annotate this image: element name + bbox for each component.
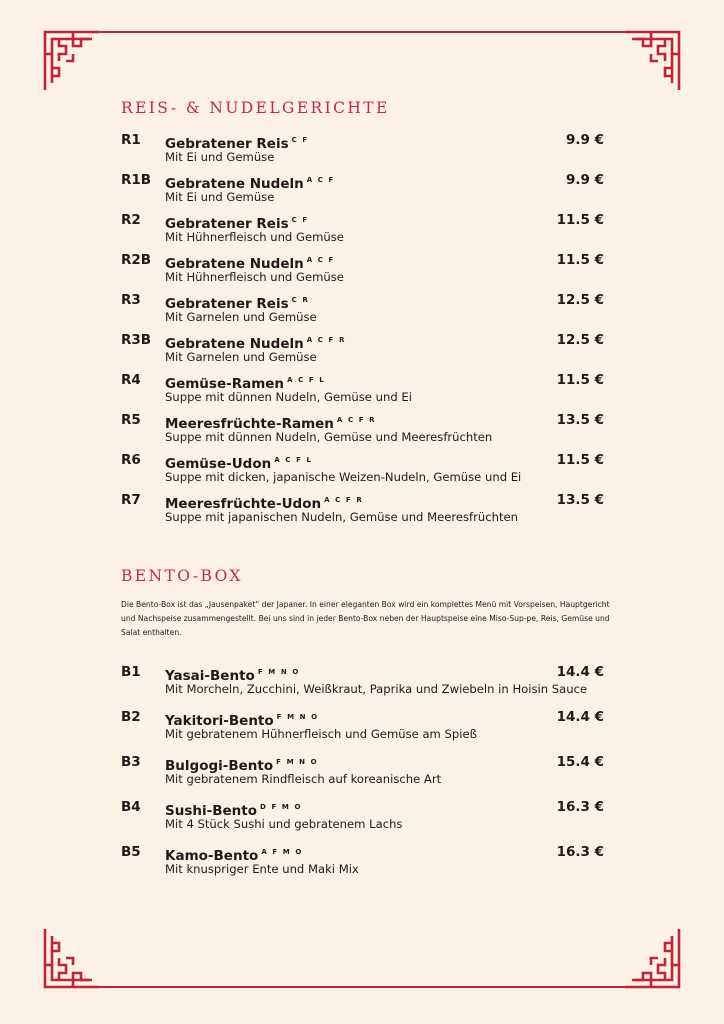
item-description: Mit 4 Stück Sushi und gebratenem Lachs [165,817,403,831]
item-price: 13.5 € [556,412,604,428]
item-name: Bulgogi-Bento $^{F M N O}$ [165,758,319,774]
item-code: R1 [121,132,141,148]
item-code: R1B [121,172,152,188]
item-name: Gebratene Nudeln $^{A C F R}$ [165,336,346,352]
menu-item-b2 [121,709,604,745]
allergen-codes: C R [291,296,310,304]
allergen-codes: A C F [306,256,335,264]
allergen-codes: A C F L [287,376,326,384]
allergen-codes: A C F R [306,336,346,344]
item-price: 11.5 € [556,372,604,388]
item-description: Mit Garnelen und Gemüse [165,350,317,364]
item-name: Gemüse-Ramen $^{A C F L}$ [165,376,326,392]
item-price: 12.5 € [556,332,604,348]
allergen-codes: A C F R [324,496,364,504]
allergen-codes: A C F R [336,416,377,424]
item-code: R6 [121,452,141,468]
item-description: Mit knuspriger Ente und Maki Mix [165,862,359,876]
item-name: Yakitori-Bento $^{F M N O}$ [165,713,319,729]
item-description: Mit Hühnerfleisch und Gemüse [165,230,344,244]
item-description: Suppe mit japanischen Nudeln, Gemüse und Meeresfrüchten [165,510,518,524]
item-description: Suppe mit dicken, japanische Weizen-Nudeln, Gemüse und Ei [165,470,522,484]
item-description: Mit Garnelen und Gemüse [165,310,317,324]
item-price: 16.3 € [556,844,604,860]
item-price: 11.5 € [556,252,604,268]
menu-item-r3b [121,332,604,368]
frame-bottom-line [96,986,627,988]
item-code: R7 [121,492,141,508]
menu-item-r3 [121,292,604,328]
item-name: Gebratene Nudeln $^{A C F}$ [165,256,335,272]
menu-item-r2 [121,212,604,248]
allergen-codes: A F M O [261,848,303,856]
menu-item-r1b [121,172,604,208]
allergen-codes: C F [291,136,309,144]
item-description: Mit Hühnerfleisch und Gemüse [165,270,344,284]
item-code: R4 [121,372,141,388]
item-name: Gebratener Reis $^{C F}$ [165,216,309,232]
menu-item-r2b [121,252,604,288]
allergen-codes: F M N O [257,668,300,676]
corner-ornament-top-left-icon [43,30,101,92]
item-code: R3B [121,332,152,348]
menu-item-b3 [121,754,604,790]
item-price: 11.5 € [556,212,604,228]
section-title-reis: REIS- & NUDELGERICHTE [121,99,390,117]
frame-top-line [96,31,627,33]
item-description: Suppe mit dünnen Nudeln, Gemüse und Meeresfrüchten [165,430,493,444]
item-price: 14.4 € [556,709,604,725]
allergen-codes: F M N O [276,713,319,721]
item-code: R2B [121,252,152,268]
menu-item-r1 [121,132,604,168]
item-description: Mit Ei und Gemüse [165,190,275,204]
corner-ornament-top-right-icon [623,30,681,92]
item-name: Meeresfrüchte-Udon $^{A C F R}$ [165,496,364,512]
item-code: B4 [121,799,141,815]
item-name: Kamo-Bento $^{A F M O}$ [165,848,303,864]
item-description: Suppe mit dünnen Nudeln, Gemüse und Ei [165,390,412,404]
allergen-codes: D F M O [260,803,303,811]
allergen-codes: A C F [306,176,335,184]
menu-item-b1 [121,664,604,700]
item-name: Gebratene Nudeln $^{A C F}$ [165,176,335,192]
allergen-codes: C F [291,216,309,224]
menu-item-b4 [121,799,604,835]
item-name: Meeresfrüchte-Ramen $^{A C F R}$ [165,416,377,432]
item-name: Gebratener Reis $^{C R}$ [165,296,310,312]
corner-ornament-bottom-right-icon [623,927,681,989]
item-price: 11.5 € [556,452,604,468]
menu-item-b5 [121,844,604,880]
item-description: Mit gebratenem Hühnerfleisch und Gemüse am Spieß [165,727,477,741]
item-price: 16.3 € [556,799,604,815]
item-price: 12.5 € [556,292,604,308]
item-name: Sushi-Bento $^{D F M O}$ [165,803,303,819]
corner-ornament-bottom-left-icon [43,927,101,989]
item-name: Gebratener Reis $^{C F}$ [165,136,309,152]
item-description: Mit gebratenem Rindfleisch auf koreanische Art [165,772,442,786]
item-name: Gemüse-Udon $^{A C F L}$ [165,456,313,472]
item-code: B3 [121,754,141,770]
item-name: Yasai-Bento $^{F M N O}$ [165,668,300,684]
item-price: 14.4 € [556,664,604,680]
menu-item-r6 [121,452,604,488]
item-code: B2 [121,709,141,725]
item-code: R3 [121,292,141,308]
item-code: B5 [121,844,141,860]
item-price: 9.9 € [565,132,604,148]
allergen-codes: A C F L [274,456,313,464]
item-price: 13.5 € [556,492,604,508]
item-code: R5 [121,412,141,428]
item-description: Mit Ei und Gemüse [165,150,275,164]
item-code: R2 [121,212,141,228]
menu-item-r5 [121,412,604,448]
item-price: 15.4 € [556,754,604,770]
item-price: 9.9 € [565,172,604,188]
item-code: B1 [121,664,141,680]
section-title-bento: BENTO-BOX [121,567,243,585]
menu-item-r4 [121,372,604,408]
allergen-codes: F M N O [276,758,319,766]
bento-intro-text: Die Bento-Box ist das „Jausenpaket“ der Japaner. In einer eleganten Box wird ein komplettes Menü mit Vorspeisen, Hauptgericht und Nachspeise zusammengestellt. Bei uns sind in jeder Bento-Box neben der Hauptspeise eine Miso-Sup-pe, Reis, Gemüse und Salat enthalten. [121,600,610,637]
item-description: Mit Morcheln, Zucchini, Weißkraut, Paprika und Zwiebeln in Hoisin Sauce [165,682,588,696]
menu-item-r7 [121,492,604,528]
